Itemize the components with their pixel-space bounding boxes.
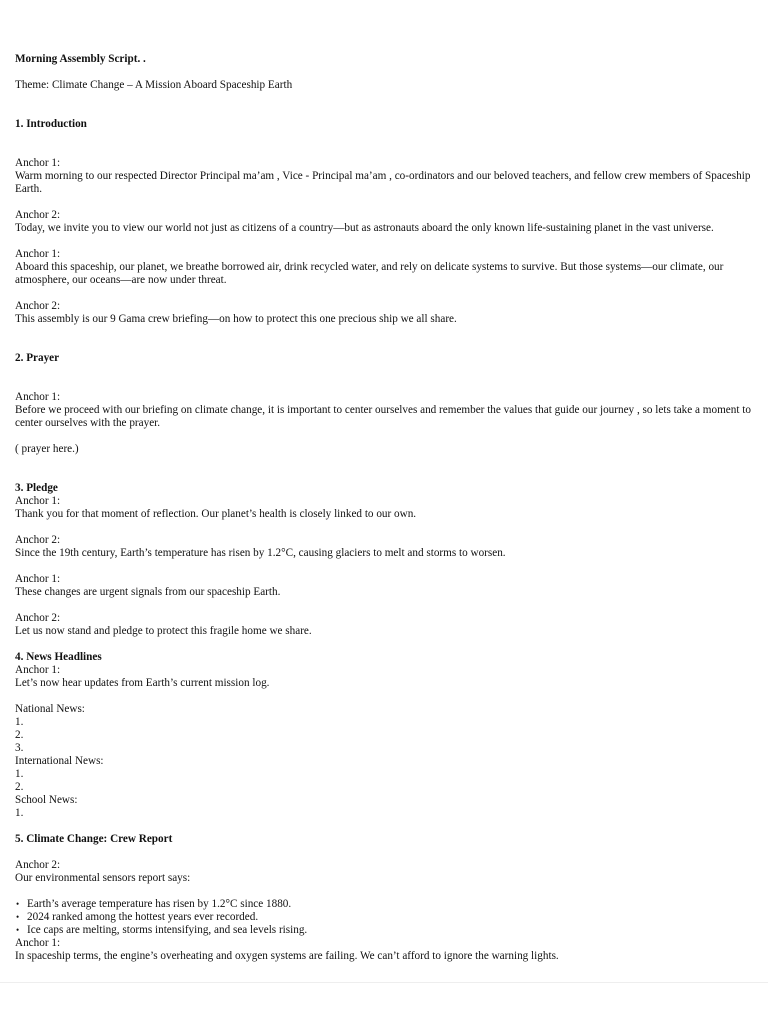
anchor-speaker: Anchor 2: — [15, 859, 61, 871]
anchor-text: Since the 19th century, Earth’s temperature has risen by 1.2°C, causing glaciers to melt and storms to worsen. — [15, 547, 506, 559]
section-heading: 2. Prayer — [15, 352, 60, 364]
anchor-line — [15, 937, 757, 963]
anchor-speaker: Anchor 2: — [15, 209, 61, 221]
bullet-item: • Ice caps are melting, storms intensifying, and sea levels rising. — [15, 924, 757, 937]
section-heading: 1. Introduction — [15, 118, 87, 130]
anchor-text: Let us now stand and pledge to protect this fragile home we share. — [15, 625, 312, 637]
anchor-speaker: Anchor 2: — [15, 612, 61, 624]
anchor-line — [15, 157, 757, 196]
anchor-line — [15, 248, 757, 287]
document-title: Morning Assembly Script. . — [15, 53, 146, 65]
bullet-item: • Earth’s average temperature has risen by 1.2°C since 1880. — [15, 898, 757, 911]
page-divider — [0, 982, 768, 983]
anchor-speaker: Anchor 1: — [15, 391, 61, 403]
list-item: 2. — [15, 781, 24, 793]
anchor-text: Today, we invite you to view our world not just as citizens of a country—but as astronauts aboard the only known life-sustaining planet in the vast universe. — [15, 222, 714, 234]
list-item: 3. — [15, 742, 24, 754]
anchor-text: Aboard this spaceship, our planet, we breathe borrowed air, drink recycled water, and rely on delicate systems to survive. But those systems—our climate, our atmosphere, our oceans—are now under threat. — [15, 261, 724, 286]
anchor-line — [15, 391, 757, 430]
section-introduction — [15, 118, 757, 326]
anchor-line — [15, 573, 757, 599]
anchor-text: Warm morning to our respected Director Principal ma’am , Vice - Principal ma’am , co-ordinators and our beloved teachers, and fellow crew members of Spaceship Earth. — [15, 170, 751, 195]
anchor-line — [15, 534, 757, 560]
section-news — [15, 651, 757, 820]
anchor-text: These changes are urgent signals from our spaceship Earth. — [15, 586, 281, 598]
anchor-line — [15, 664, 757, 690]
anchor-text: Thank you for that moment of reflection. Our planet’s health is closely linked to our own. — [15, 508, 417, 520]
document-theme: Theme: Climate Change – A Mission Aboard Spaceship Earth — [15, 79, 293, 91]
anchor-line — [15, 859, 757, 885]
anchor-text: Our environmental sensors report says: — [15, 872, 191, 884]
list-item: 1. — [15, 716, 24, 728]
anchor-speaker: Anchor 1: — [15, 573, 61, 585]
anchor-text: Before we proceed with our briefing on climate change, it is important to center ourselves and remember the values that guide our journey , so lets take a moment to center ourselves with the prayer. — [15, 404, 751, 429]
anchor-line — [15, 209, 757, 235]
anchor-text: In spaceship terms, the engine’s overheating and oxygen systems are failing. We can’t afford to ignore the warning lights. — [15, 950, 559, 962]
list-item: 1. — [15, 807, 24, 819]
anchor-text: This assembly is our 9 Gama crew briefing—on how to protect this one precious ship we all share. — [15, 313, 457, 325]
prayer-placeholder: ( prayer here.) — [15, 443, 79, 455]
list-item: 2. — [15, 729, 24, 741]
anchor-speaker: Anchor 1: — [15, 937, 61, 949]
national-news-label: National News: — [15, 703, 85, 715]
anchor-speaker: Anchor 1: — [15, 248, 61, 260]
international-news-label: International News: — [15, 755, 104, 767]
section-prayer — [15, 352, 757, 456]
news-list — [15, 703, 757, 820]
anchor-line — [15, 300, 757, 326]
section-heading: 4. News Headlines — [15, 651, 102, 663]
section-pledge — [15, 482, 757, 638]
anchor-speaker: Anchor 1: — [15, 157, 61, 169]
anchor-speaker: Anchor 1: — [15, 495, 61, 507]
anchor-line — [15, 612, 757, 638]
section-heading: 5. Climate Change: Crew Report — [15, 833, 173, 845]
bullet-item: • 2024 ranked among the hottest years ever recorded. — [15, 911, 757, 924]
sensor-report-list — [15, 898, 757, 937]
anchor-speaker: Anchor 2: — [15, 300, 61, 312]
anchor-speaker: Anchor 1: — [15, 664, 61, 676]
section-climate-report — [15, 833, 757, 963]
school-news-label: School News: — [15, 794, 78, 806]
list-item: 1. — [15, 768, 24, 780]
anchor-line — [15, 495, 757, 521]
anchor-speaker: Anchor 2: — [15, 534, 61, 546]
section-heading: 3. Pledge — [15, 482, 58, 494]
document-body — [15, 53, 757, 963]
anchor-text: Let’s now hear updates from Earth’s current mission log. — [15, 677, 270, 689]
